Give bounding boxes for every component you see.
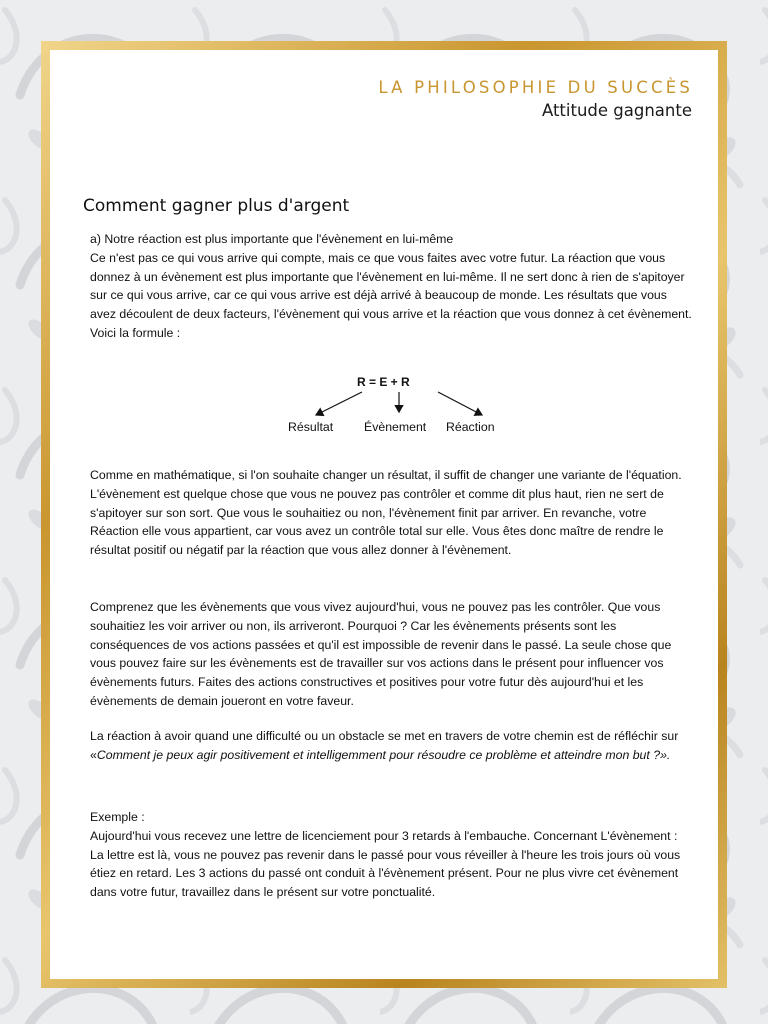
- point-title: a) Notre réaction est plus importante que l'évènement en lui-même: [90, 232, 454, 246]
- paragraph-reaction: [90, 727, 692, 765]
- formula-diagram: [270, 372, 500, 432]
- paragraph-text: [90, 727, 692, 765]
- example-label: Exemple :: [90, 810, 145, 824]
- paragraph-text: Comprenez que les évènements que vous vivez aujourd'hui, vous ne pouvez pas les contrôler. Que vous souhaitiez les voir arriver ou non, ils arriveront. Pourquoi ? Car les évènements présents sont les conséquences de vos actions passées et qu'il est impossible de revenir dans le passé. La seule chose que vous pouvez faire sur les évènements est de travailler sur vos actions dans le présent pour influencer vos évènements futurs. Faites des actions constructives et positives pour votre futur dès aujourd'hui et les évènements de demain joueront en votre faveur.: [90, 600, 672, 708]
- formula-label-event: Évènement: [364, 420, 427, 434]
- arrow-to-reaction: [438, 392, 482, 415]
- paragraph-text: Comme en mathématique, si l'on souhaite changer un résultat, il suffit de changer une variante de l'équation. L'évènement est quelque chose que vous ne pouvez pas contrôler et comme dit plus haut, rien ne sert de s'apitoyer sur son sort. Que vous le souhaitiez ou non, l'évènement finit par arriver. En revanche, votre Réaction elle vous appartient, car vous avez un contrôle total sur elle. Vous êtes donc maître de rendre le résultat positif ou négatif par la réaction que vous allez donner à l'évènement.: [90, 468, 682, 558]
- arrow-to-result: [316, 392, 362, 415]
- paragraph-events: [90, 598, 692, 711]
- paragraph-quote: Comment je peux agir positivement et intelligemment pour résoudre ce problème et atteindre mon but ?».: [96, 747, 671, 762]
- series-subtitle: Attitude gagnante: [541, 101, 692, 120]
- paragraph-lead: La réaction à avoir quand une difficulté ou un obstacle se met en travers de votre chemin est de réfléchir sur «: [90, 729, 679, 762]
- intro-block: [90, 230, 692, 343]
- page-sheet: [50, 50, 718, 979]
- paragraph-equation: [90, 466, 692, 560]
- intro-paragraph: Ce n'est pas ce qui vous arrive qui compte, mais ce que vous faites avec votre futur. La réaction que vous donnez à un évènement est plus importante que l'évènement en lui-même. Il ne sert donc à rien de s'apitoyer sur ce qui vous arrive, car ce qui vous arrive est déjà arrivé à beaucoup de monde. Les résultats que vous avez découlent de deux facteurs, l'évènement qui vous arrive et la réaction que vous donnez à cet évènement. Voici la formule :: [90, 250, 692, 340]
- gold-frame: [41, 41, 727, 988]
- formula-label-reaction: Réaction: [446, 420, 495, 434]
- formula-label-result: Résultat: [288, 420, 334, 434]
- section-heading: Comment gagner plus d'argent: [83, 196, 350, 216]
- example-text: Aujourd'hui vous recevez une lettre de licenciement pour 3 retards à l'embauche. Concernant L'évènement : La lettre est là, vous ne pouvez pas revenir dans le passé pour vous réveiller à l'heure les trois jours où vous étiez en retard. Les 3 actions du passé ont conduit à l'évènement présent. Pour ne plus vivre cet évènement dans votre futur, travaillez dans le présent sur votre ponctualité.: [90, 828, 681, 900]
- example-block: [90, 808, 692, 902]
- formula-equation: R = E + R: [357, 375, 410, 389]
- series-title: LA PHILOSOPHIE DU SUCCÈS: [378, 78, 693, 97]
